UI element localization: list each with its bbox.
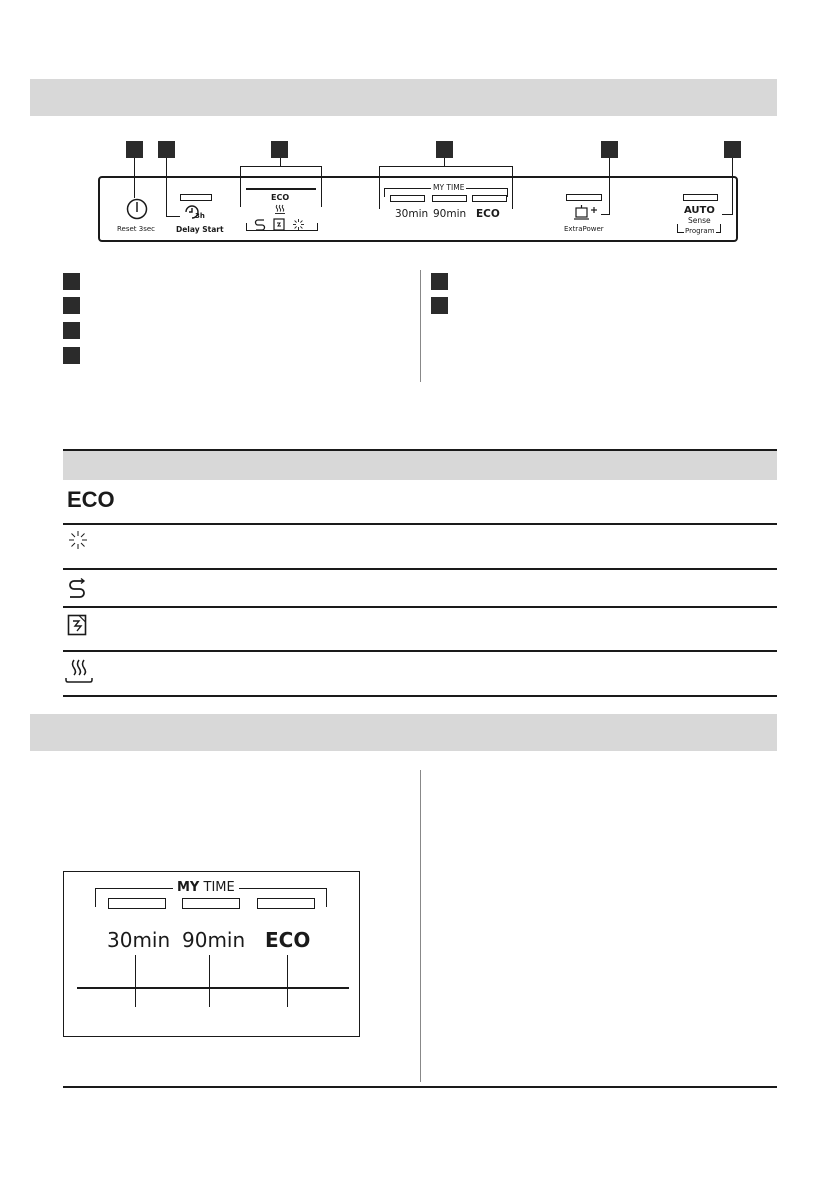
eco-indicator-label: ECO (271, 193, 290, 202)
reset-label: Reset 3sec (117, 225, 156, 233)
column-divider-bottom (420, 770, 421, 1082)
callout-marker-6 (724, 141, 741, 158)
mytime-figure-baseline (77, 987, 349, 989)
table-row-rule-3 (63, 606, 777, 608)
program-label: Program (685, 227, 715, 235)
mytime-figure-leader-eco (287, 955, 288, 1007)
delay-start-label[interactable]: Delay Start (176, 225, 224, 234)
mytime-indicator-eco (472, 195, 507, 202)
table-row-rule-4 (63, 650, 777, 652)
mytime-figure-indicator-eco (257, 898, 315, 909)
mytime-figure-title (173, 880, 239, 895)
column-divider-top (420, 270, 421, 382)
section-header-band (30, 79, 777, 116)
salt-small-icon (254, 218, 266, 231)
eco-indicator-line (246, 188, 316, 190)
page-bottom-rule (63, 1086, 777, 1088)
callout-marker-1 (126, 141, 143, 158)
drying-small-icon (274, 205, 286, 214)
power-icon[interactable] (126, 198, 148, 220)
mytime-figure-title-bold: MY (177, 880, 200, 895)
mytime-indicator-30 (390, 195, 425, 202)
table-bottom-rule (63, 695, 777, 697)
mytime-figure-90min: 90min (182, 928, 246, 952)
auto-indicator (683, 194, 718, 201)
legend-marker-6 (431, 297, 448, 314)
legend-marker-5 (431, 273, 448, 290)
rinse-aid-icon (68, 530, 88, 550)
extrapower-indicator (566, 194, 602, 201)
table-header-row (63, 451, 777, 480)
section-header-band-2 (30, 714, 777, 751)
legend-marker-1 (63, 273, 80, 290)
mytime-figure-eco: ECO (265, 928, 311, 952)
extrapower-icon[interactable] (574, 204, 598, 222)
legend-marker-2 (63, 297, 80, 314)
mytime-option-eco[interactable]: ECO (476, 208, 500, 220)
callout-marker-5 (601, 141, 618, 158)
mytime-figure-leader-30 (135, 955, 136, 1007)
callout-marker-4 (436, 141, 453, 158)
mytime-option-90min[interactable]: 90min (433, 208, 467, 220)
callout-marker-2 (158, 141, 175, 158)
mytime-figure-title-rest: TIME (203, 880, 235, 895)
callout-marker-3 (271, 141, 288, 158)
table-row-rule-2 (63, 568, 777, 570)
rinse-aid-small-icon (292, 218, 305, 231)
mytime-title: MY TIME (433, 183, 465, 192)
salt-icon (67, 578, 87, 598)
delay-icon-text: 3h (195, 212, 205, 220)
delay-indicator (180, 194, 212, 201)
drying-icon (64, 658, 94, 684)
extrapower-label: ExtraPower (564, 225, 604, 233)
mytime-figure-30min: 30min (107, 928, 171, 952)
mytime-figure-indicator-90 (182, 898, 240, 909)
mytime-option-30min[interactable]: 30min (395, 208, 429, 220)
legend-marker-3 (63, 322, 80, 339)
auto-label[interactable]: AUTO (684, 205, 715, 216)
mytime-figure-indicator-30 (108, 898, 166, 909)
mytime-figure-leader-90 (209, 955, 210, 1007)
machine-care-small-icon (273, 218, 285, 231)
eco-icon: ECO (67, 487, 115, 512)
table-row-rule-1 (63, 523, 777, 525)
legend-marker-4 (63, 347, 80, 364)
sense-label: Sense (688, 216, 711, 225)
machine-care-icon (67, 614, 88, 636)
mytime-indicator-90 (432, 195, 467, 202)
